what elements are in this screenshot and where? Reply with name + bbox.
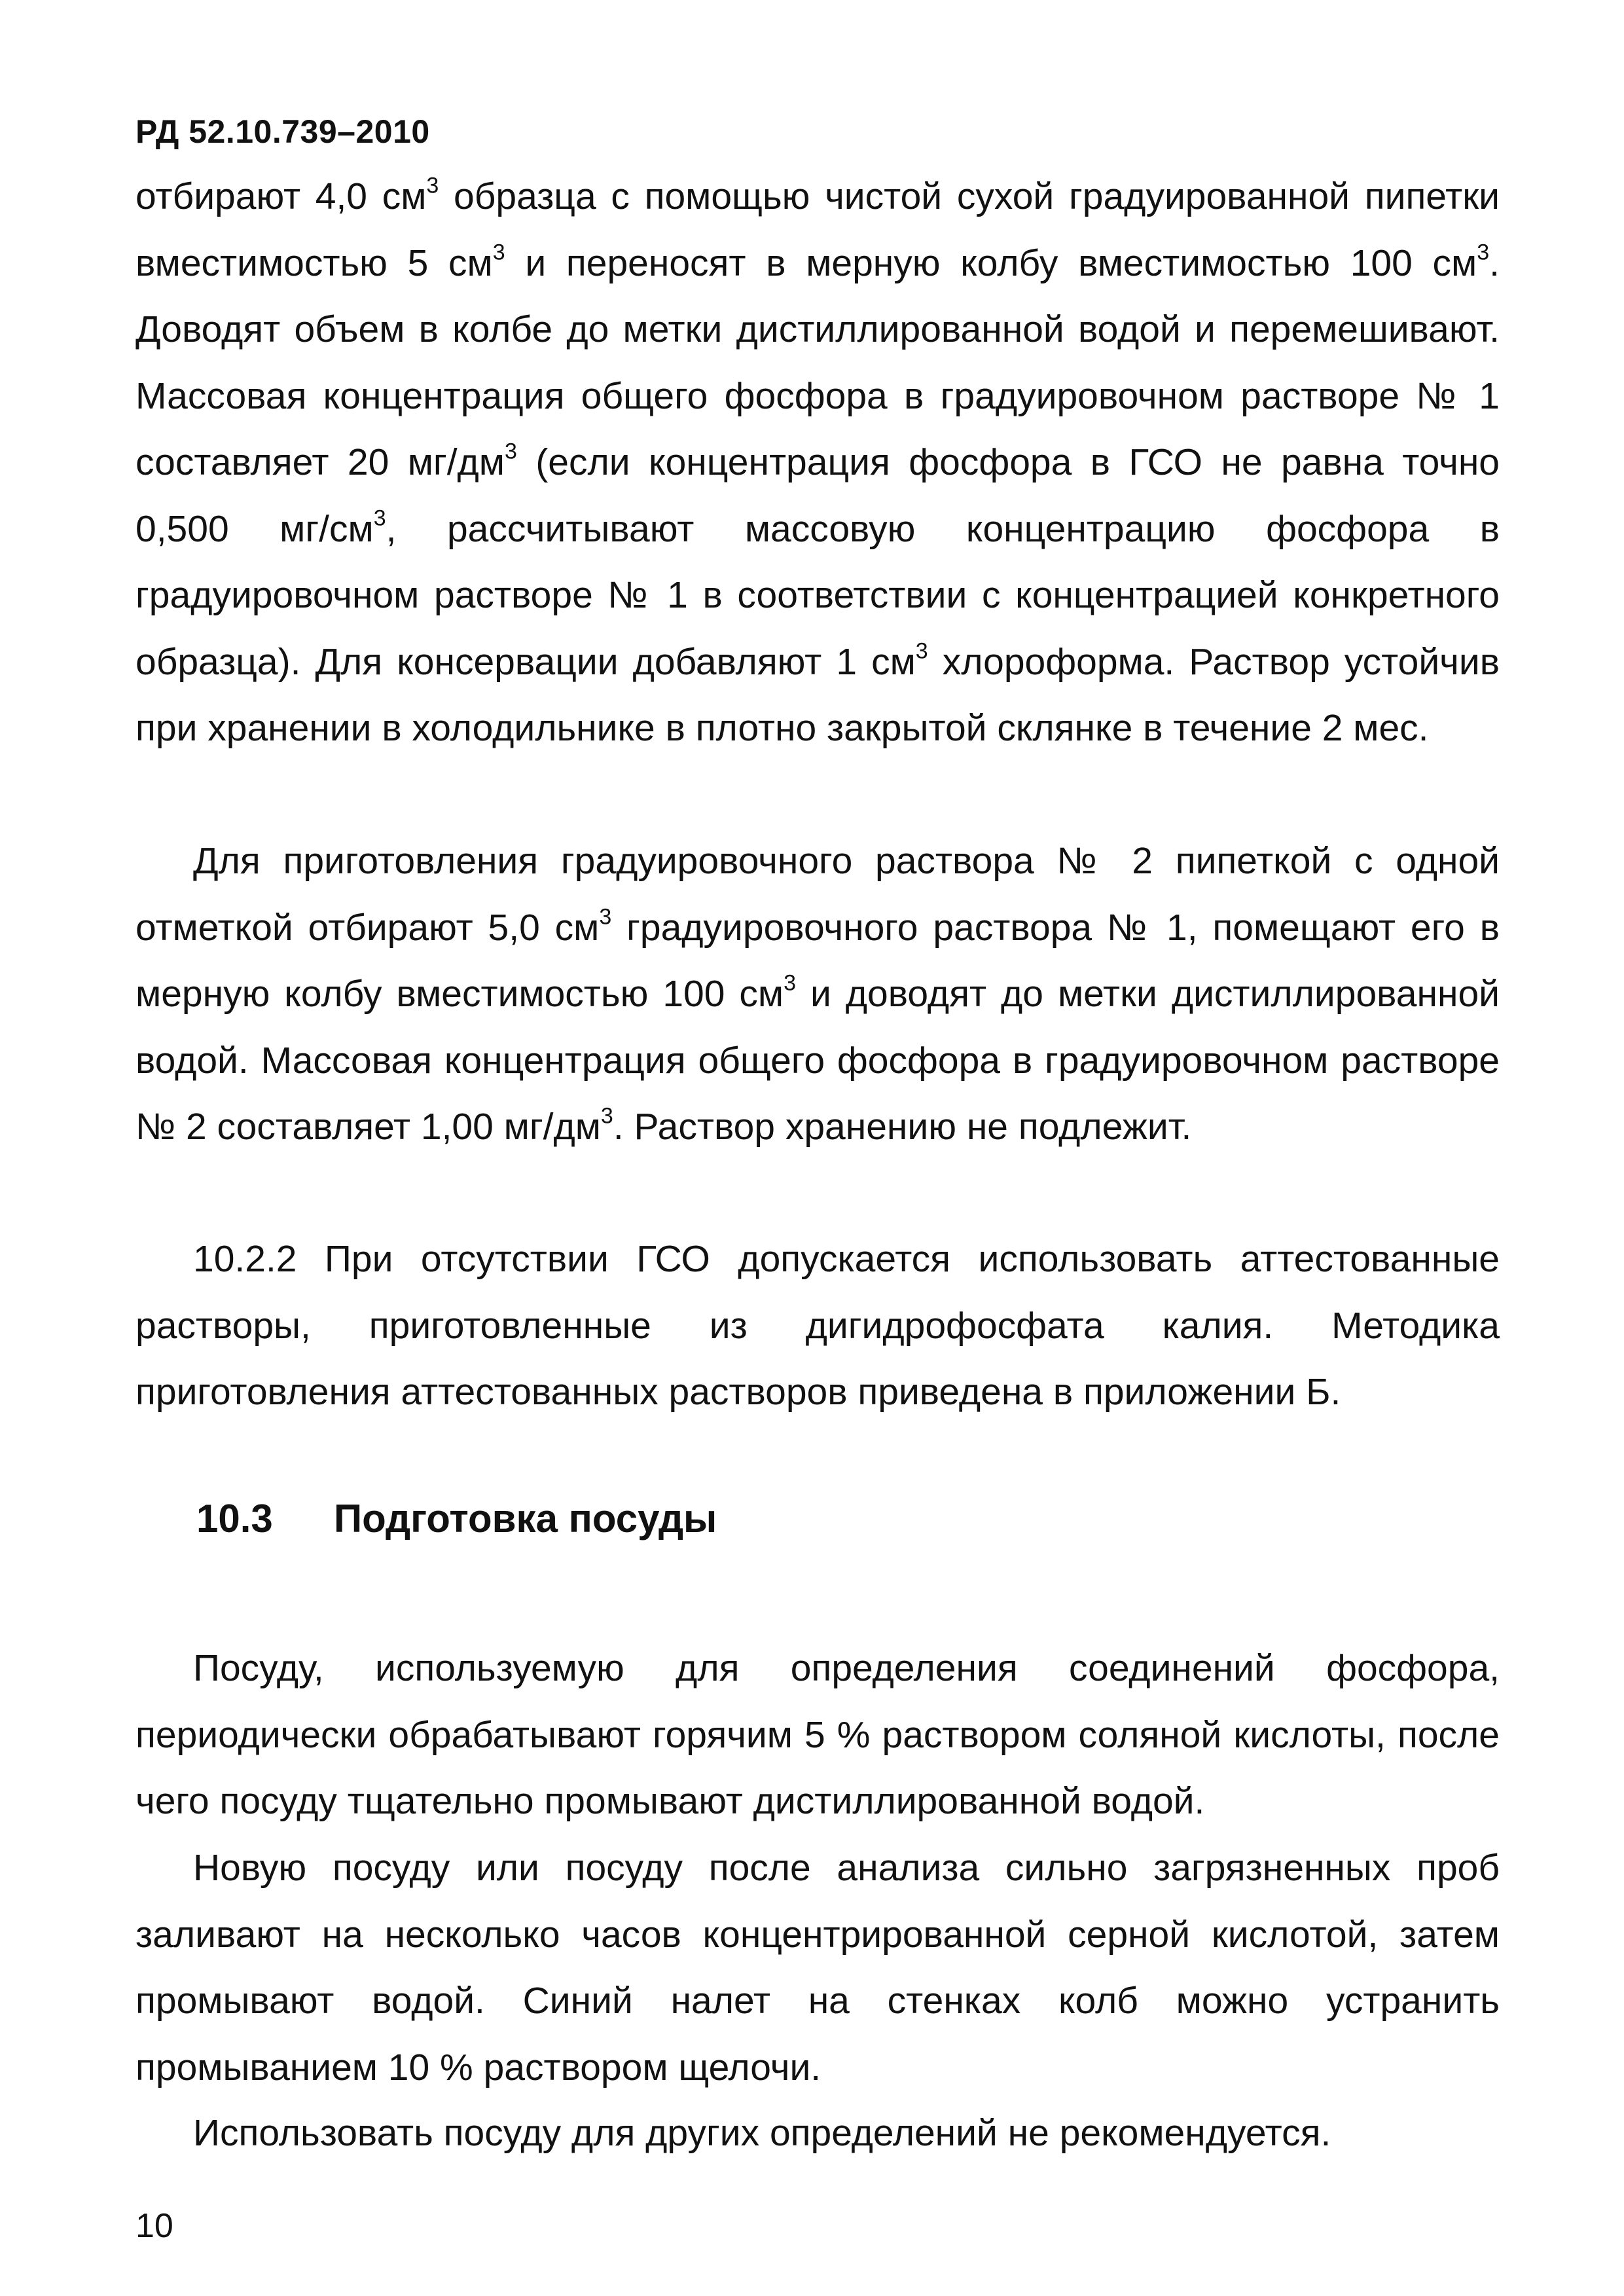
section-heading — [196, 1496, 717, 1541]
section-number: 10.3 — [196, 1497, 273, 1540]
paragraph-glassware-restriction: Использовать посуду для других определений не рекомендуется. — [193, 2112, 1331, 2154]
superscript-3: 3 — [784, 970, 797, 996]
superscript-3: 3 — [426, 173, 439, 198]
superscript-3: 3 — [492, 240, 505, 265]
document-code: РД 52.10.739–2010 — [135, 113, 430, 150]
paragraph-calibration-solution-1: отбирают 4,0 $см^3$ образца с помощью чистой сухой градуированной пипетки вместимостью 5 $см^3$ и переносят в мерную колбу вместимостью 100 $см^3$. Доводят объем в колбе до метки дистиллированной водой и перемешивают. Массовая концентрация общего фосфора в градуировочном растворе № 1 составляет 20 $мг/дм^3$ (если концентрация фосфора в ГСО не равна точно 0,500 $мг/см^3$, рассчитывают массовую концентрацию фосфора в градуировочном растворе № 1 в соответствии с концентрацией конкретного образца). Для консервации добавляют 1 $см^3$ хлороформа. Раствор устойчив при хранении в холодильнике в плотно закрытой склянке в течение 2 мес. — [135, 173, 1500, 749]
superscript-3: 3 — [915, 638, 928, 664]
paragraph-calibration-solution-2: Для приготовления градуировочного раствора № 2 пипеткой с одной отметкой отбирают 5,0 $см^3$ градуировочного раствора № 1, помещают его в мерную колбу вместимостью 100 $см^3$ и доводят до метки дистиллированной водой. Массовая концентрация общего фосфора в градуировочном растворе № 2 составляет 1,00 $мг/дм^3$. Раствор хранению не подлежит. — [135, 840, 1500, 1148]
superscript-3: 3 — [505, 439, 517, 464]
superscript-3: 3 — [599, 904, 612, 930]
superscript-3: 3 — [373, 505, 386, 531]
paragraph-new-glassware: Новую посуду или посуду после анализа сильно загрязненных проб заливают на несколько часов концентрированной серной кислотой, затем промывают водой. Синий налет на стенках колб можно устранить промыванием 10 % раствором щелочи. — [135, 1847, 1500, 2088]
superscript-3: 3 — [1477, 240, 1490, 265]
section-title: Подготовка посуды — [334, 1497, 717, 1540]
paragraph-10-2-2: 10.2.2 При отсутствии ГСО допускается использовать аттестованные растворы, приготовленные из дигидрофосфата калия. Методика приготовления аттестованных растворов приведена в приложении Б. — [135, 1238, 1500, 1413]
superscript-3: 3 — [600, 1103, 613, 1129]
paragraph-glassware-treatment: Посуду, используемую для определения соединений фосфора, периодически обрабатывают горячим 5 % раствором соляной кислоты, после чего посуду тщательно промывают дистиллированной водой. — [135, 1647, 1500, 1822]
page-number: 10 — [135, 2207, 173, 2245]
